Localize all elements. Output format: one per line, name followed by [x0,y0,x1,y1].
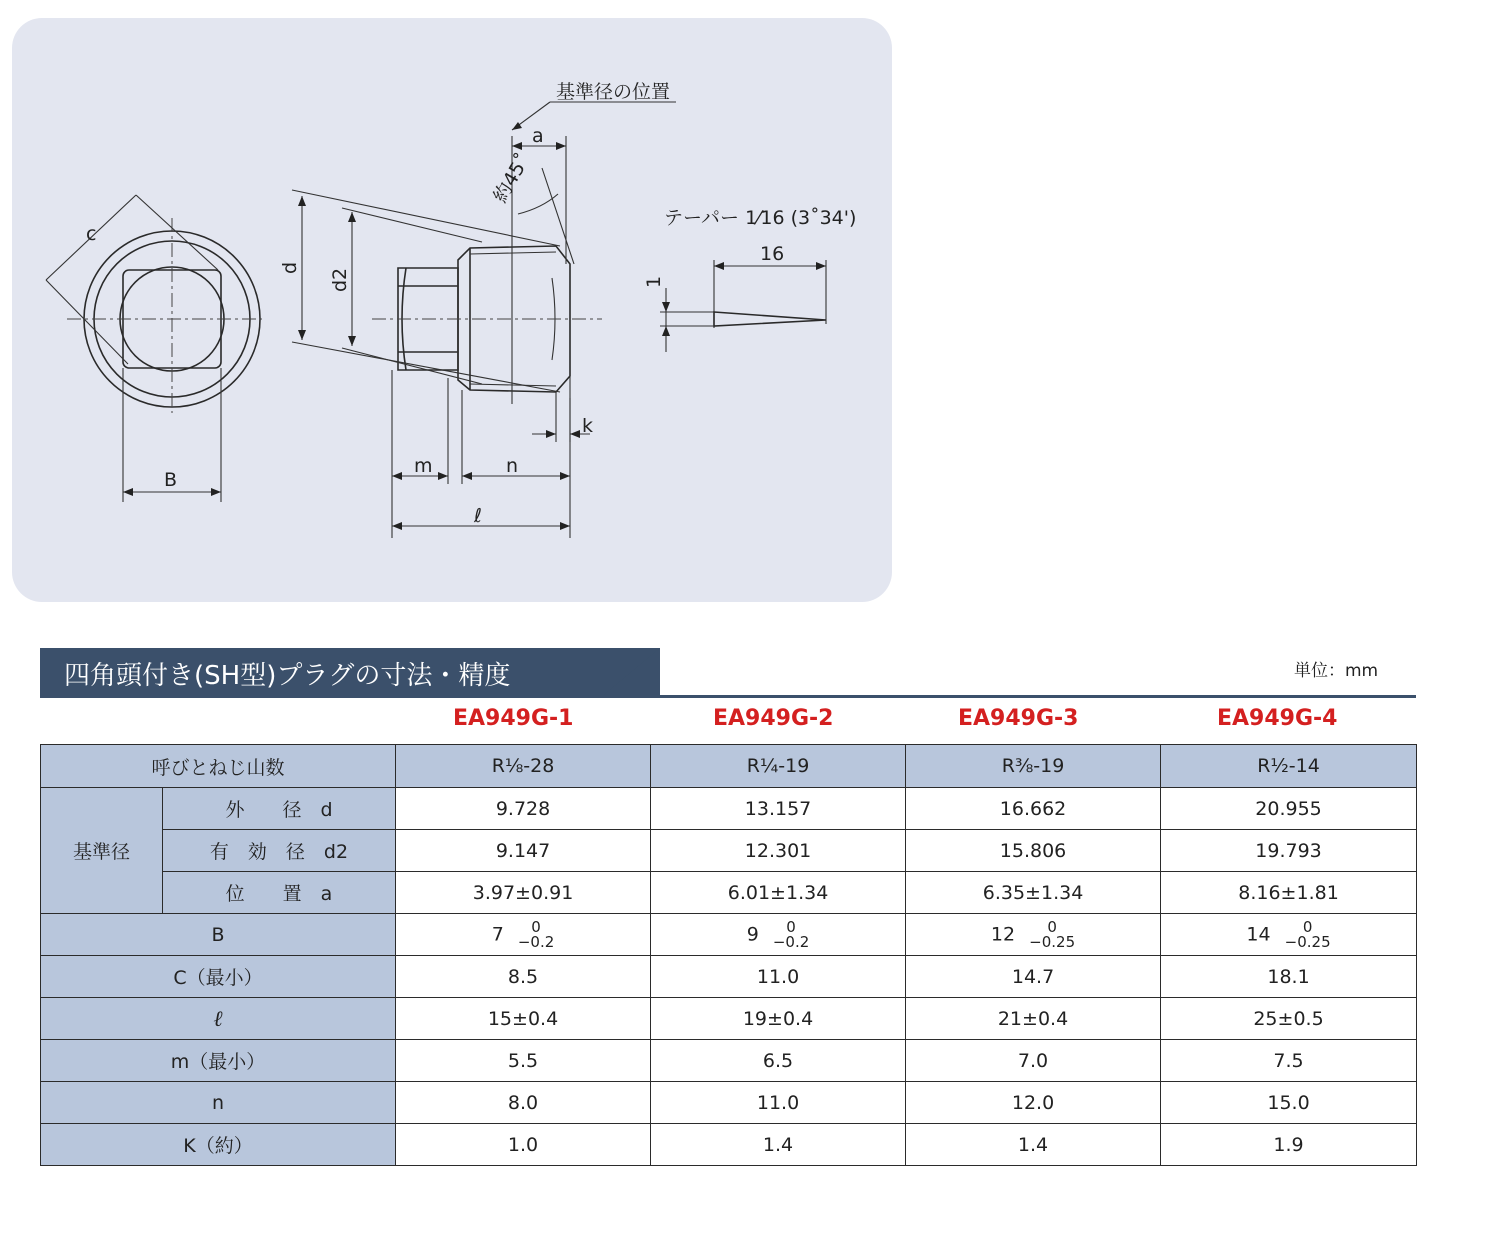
pos-cell: 6.01±1.34 [651,872,906,914]
b-cell [1161,914,1417,956]
section-header [40,648,1416,700]
n-cell: 11.0 [651,1082,906,1124]
b-tolerance [1029,917,1076,951]
side-view [292,102,676,538]
taper-label: テーパー 1⁄16 (3˚34') [664,207,857,229]
dim-d2-label: d2 [329,267,351,292]
b-lower: −0.25 [1029,932,1076,951]
thread-cell: R¼-19 [651,745,906,788]
b-tolerance [772,917,810,951]
table-row [41,998,1417,1040]
b-nominal: 7 [491,923,504,945]
m-cell: 7.0 [906,1040,1161,1082]
model-1: EA949G-1 [453,706,574,731]
pos-cell: 8.16±1.81 [1161,872,1417,914]
table-row [41,872,1417,914]
outer-cell: 13.157 [651,788,906,830]
reference-label: 基準径の位置 [556,81,671,103]
table-row [41,1040,1417,1082]
b-lower: −0.2 [772,932,810,951]
m-cell: 5.5 [396,1040,651,1082]
pitch-cell: 9.147 [396,830,651,872]
taper-detail [660,260,826,352]
thread-cell: R⅛-28 [396,745,651,788]
l-cell: 19±0.4 [651,998,906,1040]
table-row [41,830,1417,872]
outer-label: 外 径 d [163,788,396,830]
dim-c-label: c [86,223,97,245]
b-lower: −0.25 [1284,932,1331,951]
b-cell [396,914,651,956]
b-cell [651,914,906,956]
section-rule [40,695,1416,698]
b-cell [906,914,1161,956]
b-tolerance [517,917,555,951]
spec-table [40,744,1417,1166]
dim-b-label: B [164,469,178,491]
table-row [41,745,1417,788]
k-cell: 1.4 [906,1124,1161,1166]
section-title-tab-tail [600,648,660,698]
pitch-cell: 19.793 [1161,830,1417,872]
table-row [41,914,1417,956]
b-upper: 0 [1047,917,1057,936]
pitch-cell: 12.301 [651,830,906,872]
b-nominal: 14 [1246,923,1271,945]
section-title: 四角頭付き(SH型)プラグの寸法・精度 [64,661,511,691]
table-row [41,788,1417,830]
dim-k-label: k [582,415,594,437]
thread-cell: R⅜-19 [906,745,1161,788]
b-upper: 0 [786,917,796,936]
b-nominal: 12 [990,923,1016,945]
k-cell: 1.4 [651,1124,906,1166]
unit-label: 単位：mm [1294,661,1379,681]
c-cell: 14.7 [906,956,1161,998]
c-cell: 18.1 [1161,956,1417,998]
b-tolerance [1284,917,1331,951]
dim-d-label: d [279,261,301,274]
table-row [41,1082,1417,1124]
model-3: EA949G-3 [958,706,1079,731]
thread-label: 呼びとねじ山数 [41,745,396,788]
b-nominal: 9 [746,923,759,945]
n-cell: 12.0 [906,1082,1161,1124]
pos-cell: 3.97±0.91 [396,872,651,914]
pitch-label: 有 効 径 d2 [163,830,396,872]
model-4: EA949G-4 [1217,706,1338,731]
b-upper: 0 [1302,917,1313,936]
c-label: C（最小） [41,956,396,998]
n-cell: 15.0 [1161,1082,1417,1124]
plug-drawing [12,18,892,602]
dim-l-label: ℓ [474,505,482,527]
b-lower: −0.2 [517,932,555,951]
end-view [46,195,262,502]
b-label: B [41,914,396,956]
c-cell: 8.5 [396,956,651,998]
l-cell: 15±0.4 [396,998,651,1040]
k-cell: 1.0 [396,1124,651,1166]
taper-length-label: 16 [760,243,785,265]
group-label: 基準径 [41,788,163,914]
table-row [41,1124,1417,1166]
angle-label: 約45˚ [489,149,535,207]
pos-label: 位 置 a [163,872,396,914]
l-cell: 25±0.5 [1161,998,1417,1040]
l-cell: 21±0.4 [906,998,1161,1040]
k-label: K（約） [41,1124,396,1166]
n-label: n [41,1082,396,1124]
b-upper: 0 [531,917,541,936]
dim-m-label: m [414,455,433,477]
dim-a-label: a [532,125,544,147]
c-cell: 11.0 [651,956,906,998]
dim-n-label: n [506,455,519,477]
outer-cell: 20.955 [1161,788,1417,830]
model-2: EA949G-2 [713,706,834,731]
l-symbol: ℓ [213,1006,223,1032]
m-label: m（最小） [41,1040,396,1082]
m-cell: 7.5 [1161,1040,1417,1082]
k-cell: 1.9 [1161,1124,1417,1166]
drawing-panel [12,18,892,602]
m-cell: 6.5 [651,1040,906,1082]
table-row [41,956,1417,998]
outer-cell: 16.662 [906,788,1161,830]
taper-rise-label: 1 [643,275,665,288]
thread-cell: R½-14 [1161,745,1417,788]
l-label [41,998,396,1040]
outer-cell: 9.728 [396,788,651,830]
n-cell: 8.0 [396,1082,651,1124]
pos-cell: 6.35±1.34 [906,872,1161,914]
pitch-cell: 15.806 [906,830,1161,872]
